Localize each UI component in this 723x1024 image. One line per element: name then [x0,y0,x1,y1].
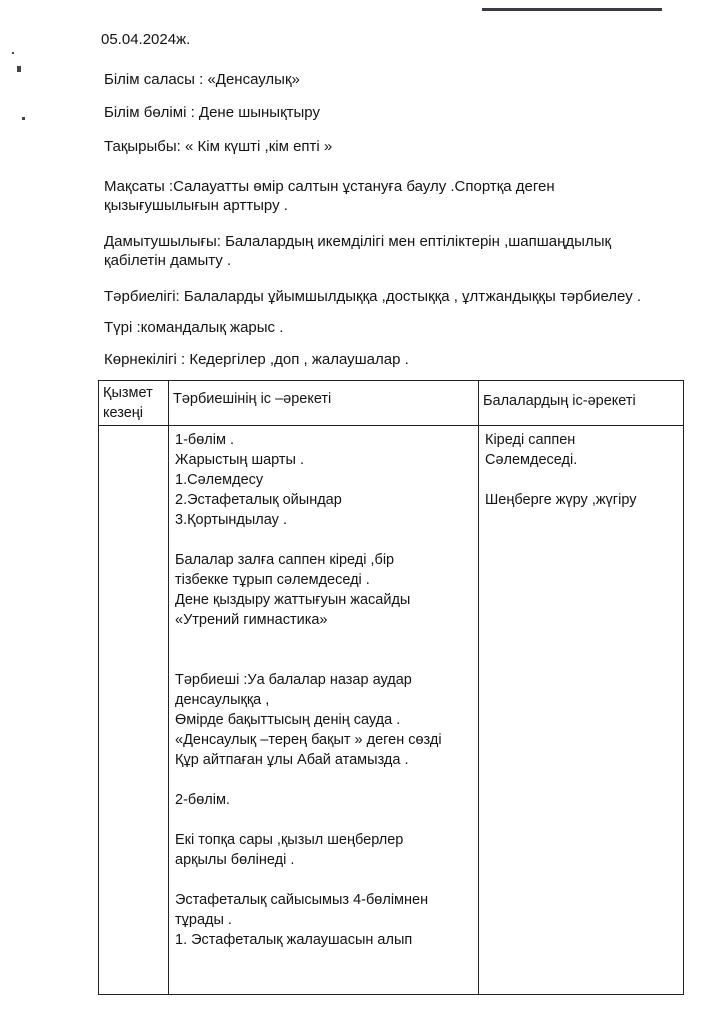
education-area: Білім саласы : «Денсаулық» [104,71,300,88]
header-stage-line-1: Қызмет [103,385,153,401]
developmental-goal-line-2: қабілетін дамыту . [104,252,232,269]
header-teacher-label: Тәрбиешінің іс –әрекеті [173,391,332,407]
teacher-activity-line: 1.Сәлемдесу [175,472,264,488]
lesson-date: 05.04.2024ж. [101,31,191,48]
teacher-activity-line: 2-бөлім. [175,792,230,808]
teacher-activity-line [175,870,472,890]
teacher-activity-line: тұрады . [175,912,232,928]
scan-speck [22,117,25,120]
teacher-activity-line: «Денсаулық –терең бақыт » деген сөзді [175,732,442,748]
header-children-activity [479,381,684,426]
teacher-activity-line: Эстафеталық сайысымыз 4-бөлімнен [175,892,429,908]
teacher-activity-line: Тәрбиеші :Уа балалар назар аудар [175,672,412,688]
scan-speck [17,66,21,72]
developmental-goal-line-1: Дамытушылығы: Балалардың икемділігі мен ептіліктерін ,шапшаңдылық [104,233,612,250]
header-stage [99,381,169,426]
lesson-type: Түрі :командалық жарыс . [104,319,284,336]
children-activity-line: Шеңберге жүру ,жүгіру [485,492,637,508]
teacher-activity-line: 2.Эстафеталық ойындар [175,492,342,508]
header-teacher-activity [169,381,479,426]
teacher-activity-line: 1. Эстафеталық жалаушасын алып [175,932,413,948]
table-row [99,426,684,995]
children-activity-text [485,430,677,510]
teacher-activity-line: денсаулыққа , [175,692,270,708]
teacher-activity-cell [169,426,479,995]
children-activity-line [485,470,677,490]
teacher-activity-line: Екі топқа сары ,қызыл шеңберлер [175,832,404,848]
lesson-goal-line-1: Мақсаты :Салауатты өмір салтын ұстануға баулу .Спортқа деген [104,178,555,195]
teacher-activity-line: 3.Қортындылау . [175,512,287,528]
teacher-activity-line [175,650,472,670]
teacher-activity-line: Құр айтпаған ұлы Абай атамызда . [175,752,409,768]
scan-edge-line [482,8,662,11]
children-activity-line: Сәлемдеседі. [485,452,578,468]
header-stage-line-2: кезеңі [103,405,144,421]
teacher-activity-line: Дене қыздыру жаттығуын жасайды [175,592,411,608]
teacher-activity-line: Жарыстың шарты . [175,452,305,468]
teacher-activity-line: арқылы бөлінеді . [175,852,295,868]
stage-cell [99,426,169,995]
table-header-row [99,381,684,426]
children-activity-line: Кіреді саппен [485,432,576,448]
teacher-activity-line: «Утрений гимнастика» [175,612,328,628]
teacher-activity-line [175,530,472,550]
teacher-activity-line: Балалар залға саппен кіреді ,бір [175,552,395,568]
teacher-activity-line: 1-бөлім . [175,432,234,448]
upbringing-goal: Тәрбиелігі: Балаларды ұйымшылдыққа ,достыққа , ұлтжандыққы тәрбиелеу . [104,288,642,305]
teacher-activity-line: Өмірде бақыттысың денің сауда . [175,712,401,728]
lesson-goal-line-2: қызығушылығын арттыру . [104,197,288,214]
teacher-activity-line [175,770,472,790]
children-activity-cell [479,426,684,995]
education-section: Білім бөлімі : Дене шынықтыру [104,104,320,121]
visual-aids: Көрнекілігі : Кедергілер ,доп , жалаушалар . [104,351,409,368]
lesson-topic: Тақырыбы: « Кім күшті ,кім епті » [104,138,333,155]
teacher-activity-line [175,630,472,650]
teacher-activity-text [175,430,472,950]
teacher-activity-line [175,810,472,830]
header-children-label: Балалардың іс-әрекеті [483,393,636,409]
teacher-activity-line: тізбекке тұрып сәлемдеседі . [175,572,370,588]
lesson-plan-table [98,380,684,995]
scan-speck [12,52,14,54]
